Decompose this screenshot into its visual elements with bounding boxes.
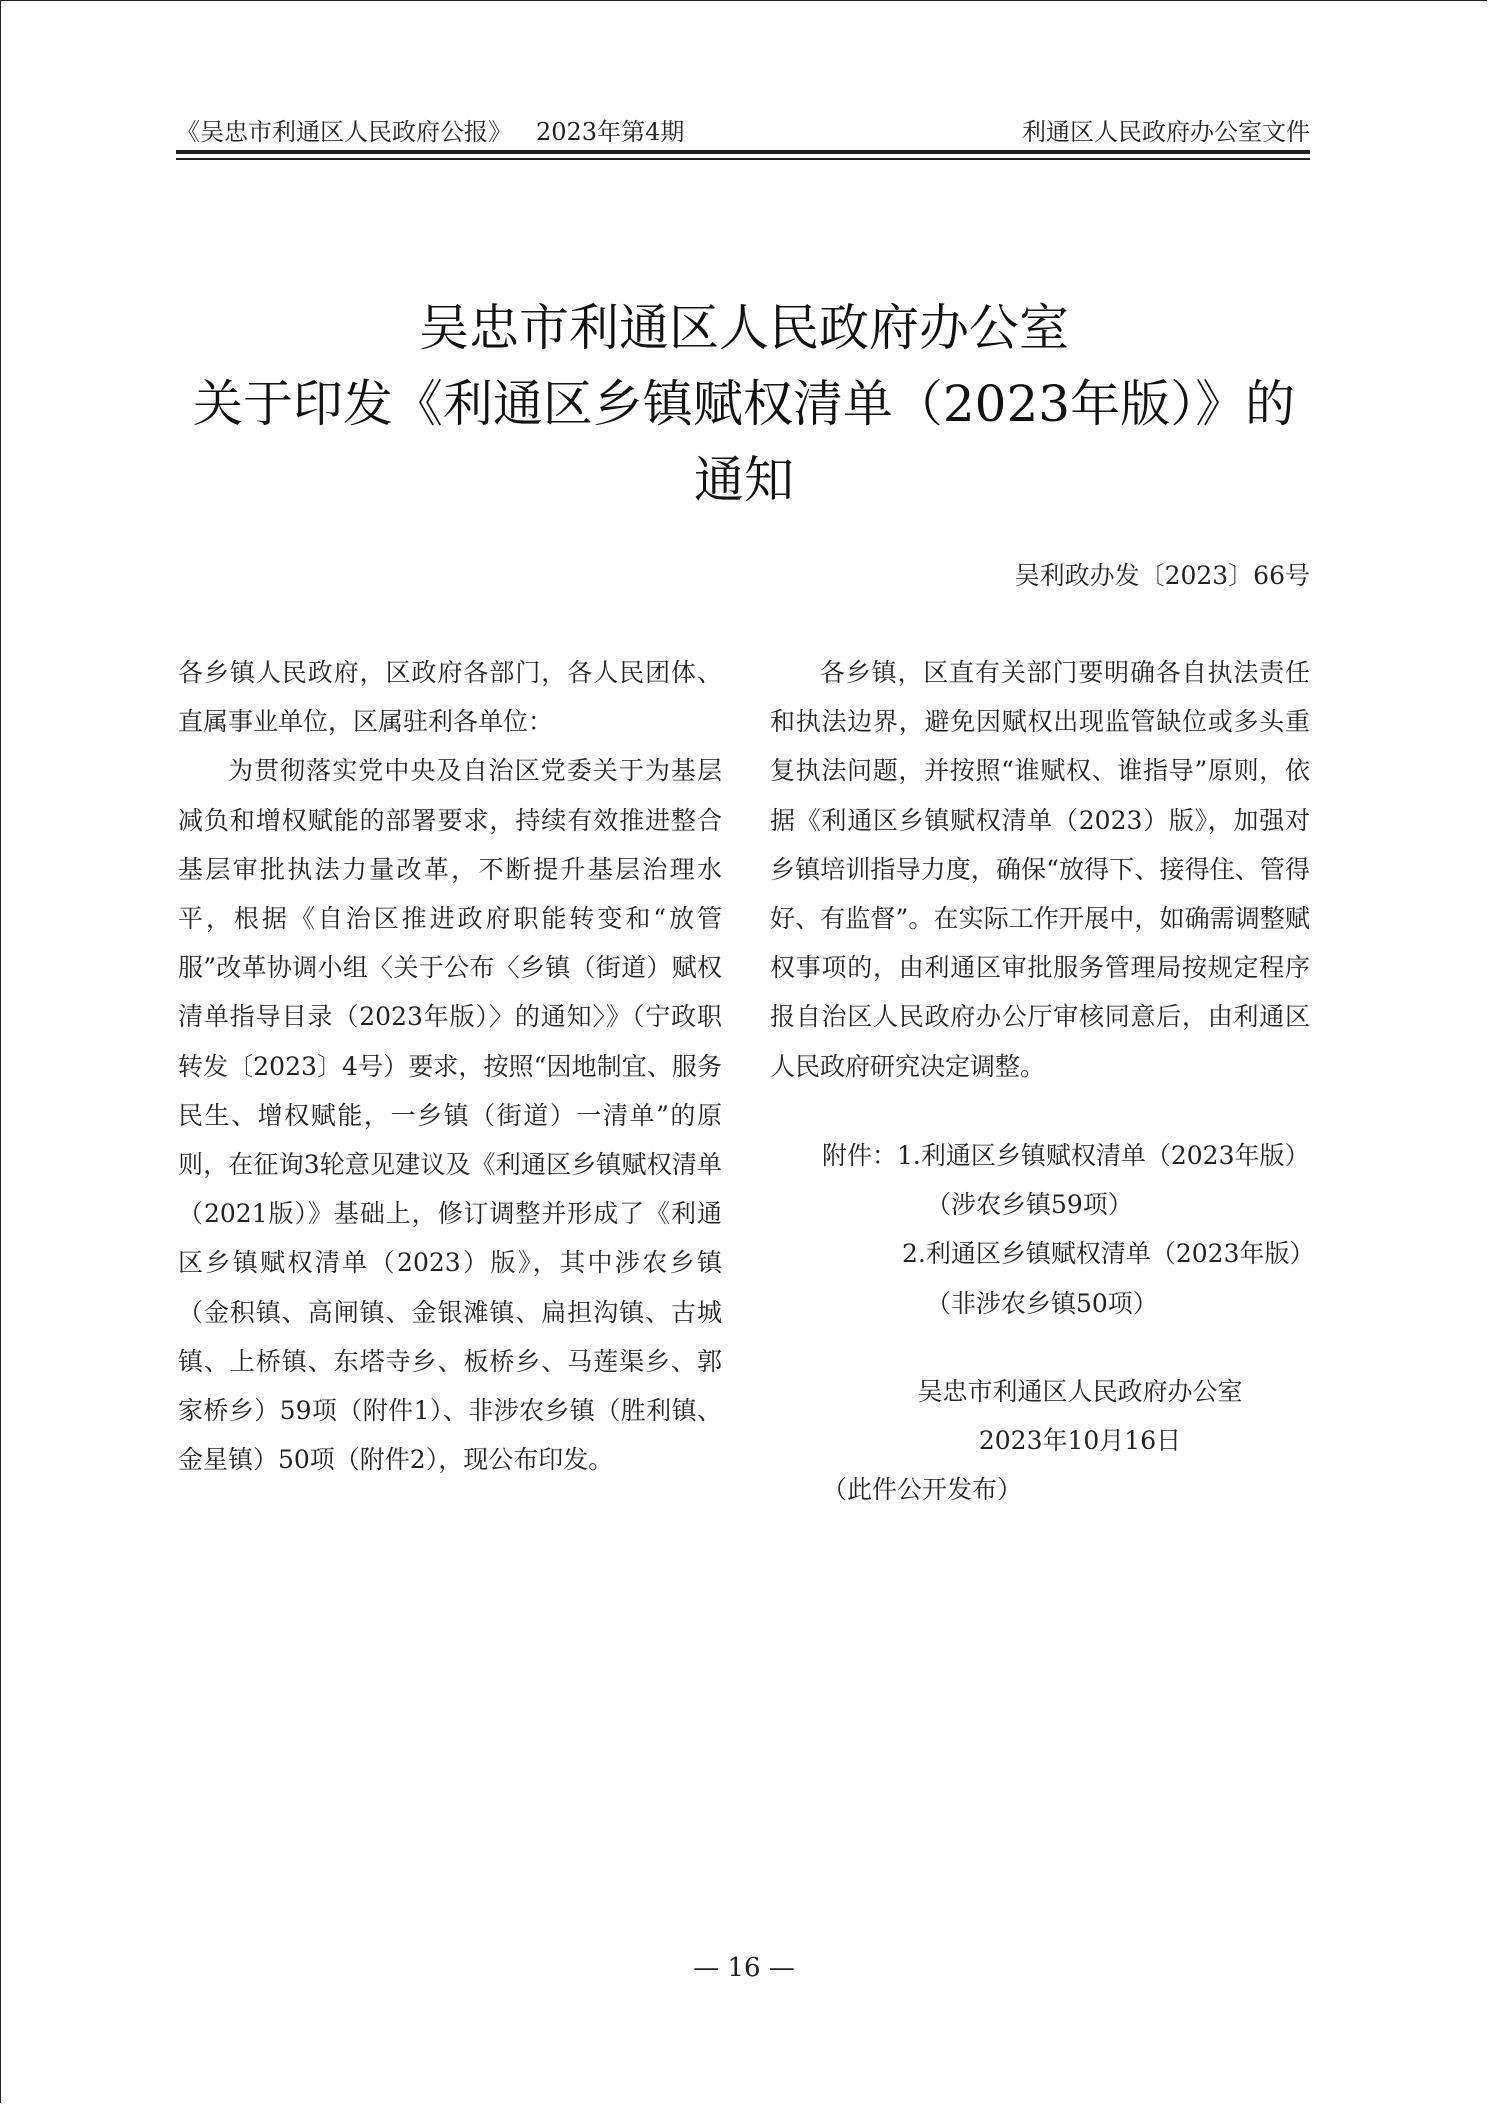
attachment-2: 2.利通区乡镇赋权清单（2023年版） — [902, 1239, 1315, 1269]
body-left-column — [178, 648, 722, 1484]
signing-date: 2023年10月16日 — [978, 1426, 1182, 1456]
attachments-list — [822, 1131, 1314, 1328]
publication-note: （此件公开发布） — [822, 1475, 1023, 1505]
header-doc-type: 利通区人民政府办公室文件 — [1022, 118, 1310, 146]
page-header — [176, 112, 1310, 147]
attachment-1-note: （涉农乡镇59项） — [926, 1190, 1133, 1220]
body-right-column — [770, 648, 1310, 1091]
title-line-2: 关于印发《利通区乡镇赋权清单（2023年版）》的 — [192, 375, 1296, 433]
title-line-1: 吴忠市利通区人民政府办公室 — [419, 299, 1069, 357]
header-rule-thin — [176, 158, 1310, 160]
attachment-1: 附件：1.利通区乡镇赋权清单（2023年版） — [822, 1141, 1310, 1170]
document-title — [150, 290, 1338, 518]
title-line-3: 通知 — [694, 451, 794, 509]
journal-issue: 2023年第4期 — [536, 118, 685, 146]
header-rule-thick — [176, 150, 1310, 154]
journal-name: 《吴忠市利通区人民政府公报》 — [176, 118, 512, 146]
page-number: — 16 — — [693, 1953, 795, 1983]
body-paragraph-1: 为贯彻落实党中央及自治区党委关于为基层减负和增权赋能的部署要求，持续有效推进整合基层审批执法力量改革，不断提升基层治理水平，根据《自治区推进政府职能转变和“放管服”改革协调小组〈关于公布〈乡镇（街道）赋权清单指导目录（2023年版）〉的通知〉》（宁政职转发〔2023〕4号）要求，按照“因地制宜、服务民生、增权赋能，一乡镇（街道）一清单”的原则，在征询3轮意见建议及《利通区乡镇赋权清单（2021版）》基础上，修订调整并形成了《利通区乡镇赋权清单（2023）版》，其中涉农乡镇（金积镇、高闸镇、金银滩镇、扁担沟镇、古城镇、上桥镇、东塔寺乡、板桥乡、马莲渠乡、郭家桥乡）59项（附件1）、非涉农乡镇（胜利镇、金星镇）50项（附件2），现公布印发。 — [178, 756, 722, 1475]
salutation: 各乡镇人民政府，区政府各部门，各人民团体、直属事业单位，区属驻利各单位： — [178, 658, 722, 737]
document-number: 吴利政办发〔2023〕66号 — [1014, 561, 1310, 590]
attachment-2-note: （非涉农乡镇50项） — [926, 1288, 1158, 1318]
signature-block — [770, 1367, 1310, 1515]
header-journal-info — [176, 112, 684, 147]
body-paragraph-2: 各乡镇，区直有关部门要明确各自执法责任和执法边界，避免因赋权出现监管缺位或多头重复执法问题，并按照“谁赋权、谁指导”原则，依据《利通区乡镇赋权清单（2023）版》，加强对乡镇培训指导力度，确保“放得下、接得住、管得好、有监督”。在实际工作开展中，如确需调整赋权事项的，由利通区审批服务管理局按规定程序报自治区人民政府办公厅审核同意后，由利通区人民政府研究决定调整。 — [770, 658, 1310, 1081]
signing-organization: 吴忠市利通区人民政府办公室 — [917, 1377, 1243, 1406]
